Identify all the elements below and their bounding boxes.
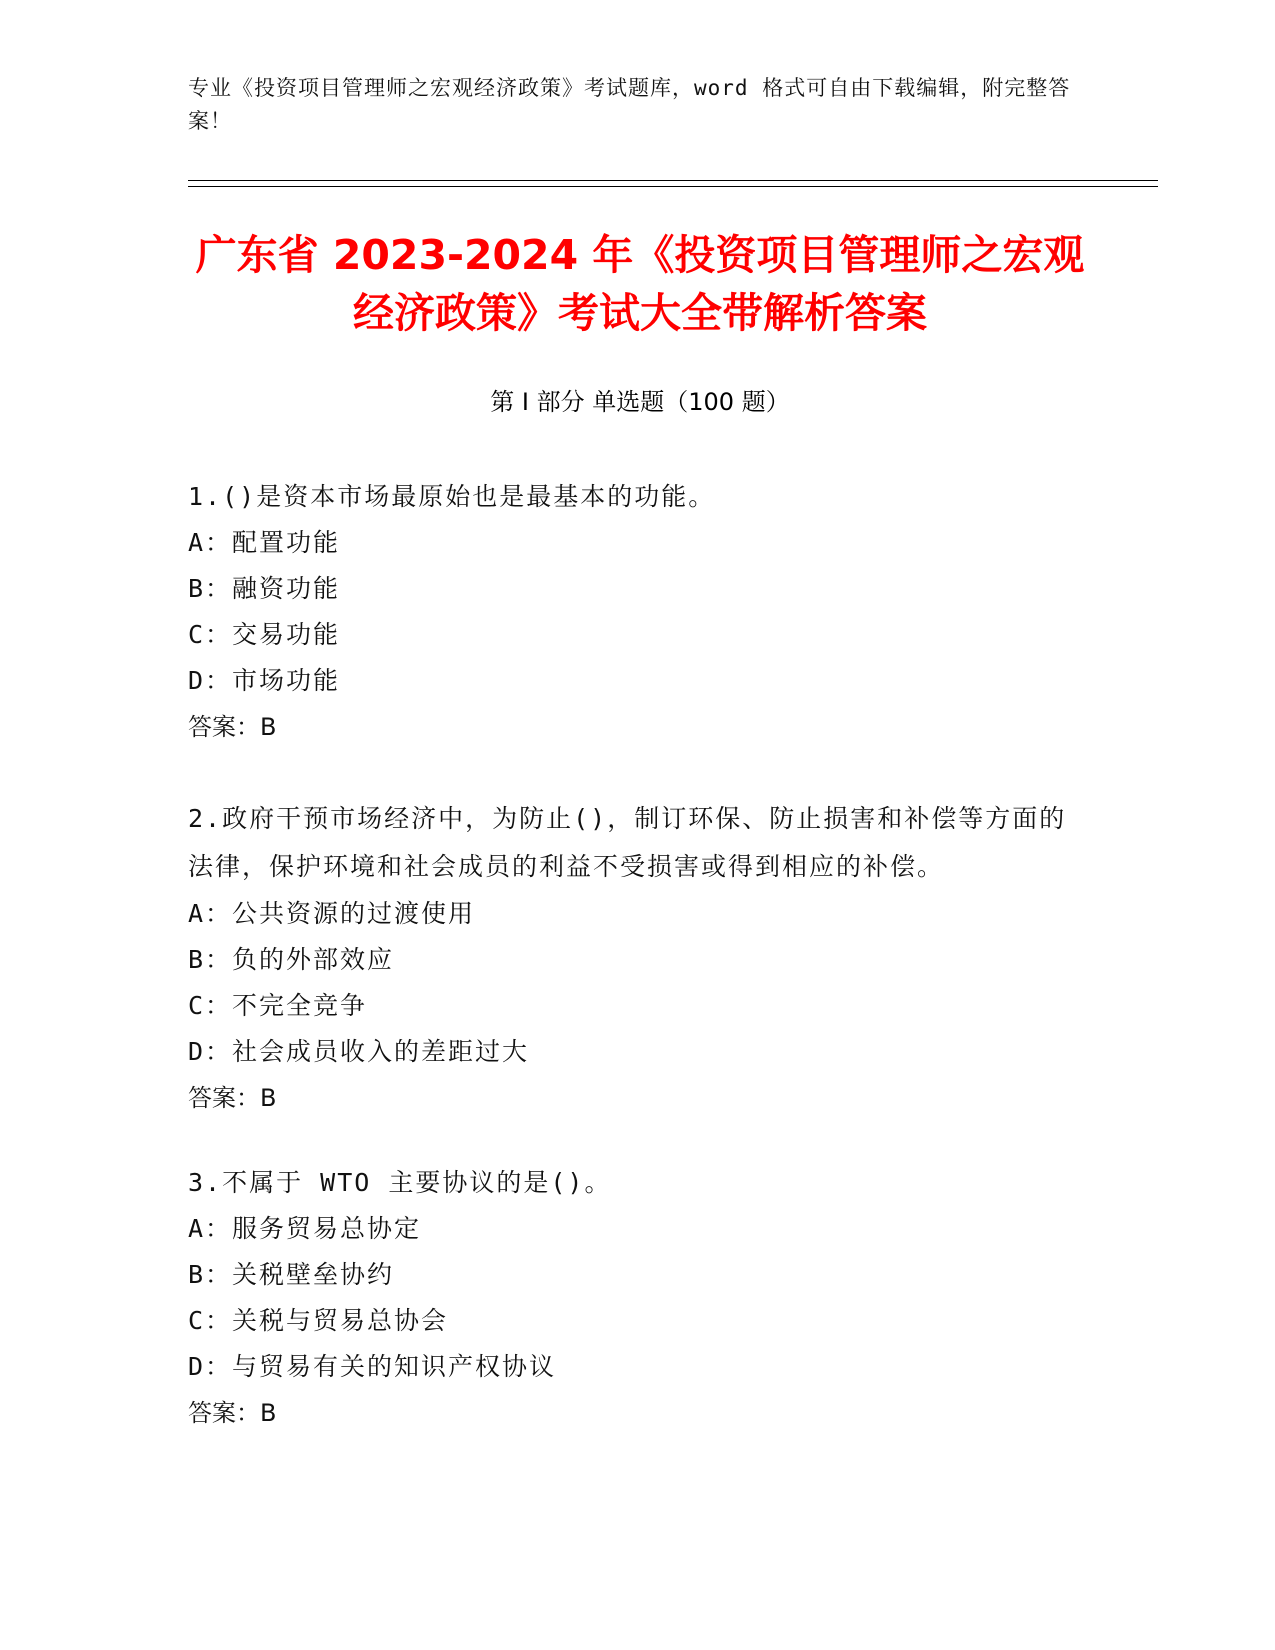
option-d: D：市场功能 xyxy=(188,666,341,695)
option-c: C：交易功能 xyxy=(188,620,341,649)
question-2 xyxy=(188,795,1068,1121)
header-divider-top xyxy=(188,180,1158,181)
question-3 xyxy=(188,1160,1068,1436)
section-heading: 第 I 部分 单选题（100 题） xyxy=(490,388,790,416)
question-stem: 1.()是资本市场最原始也是最基本的功能。 xyxy=(188,482,716,511)
option-d: D：社会成员收入的差距过大 xyxy=(188,1037,530,1066)
option-a: A：公共资源的过渡使用 xyxy=(188,899,476,928)
document-title: 广东省 2023-2024 年《投资项目管理师之宏观经济政策》考试大全带解析答案 xyxy=(195,231,1085,337)
answer: 答案：B xyxy=(188,1084,277,1112)
question-1 xyxy=(188,474,1068,750)
option-b: B：关税壁垒协约 xyxy=(188,1260,395,1289)
header-divider-bottom xyxy=(188,186,1158,187)
option-c: C：不完全竞争 xyxy=(188,991,368,1020)
question-stem: 3.不属于 WTO 主要协议的是()。 xyxy=(188,1168,612,1197)
option-c: C：关税与贸易总协会 xyxy=(188,1306,449,1335)
question-stem: 2.政府干预市场经济中，为防止()，制订环保、防止损害和补偿等方面的法律，保护环境和社会成员的利益不受损害或得到相应的补偿。 xyxy=(188,804,1067,881)
answer: 答案：B xyxy=(188,713,277,741)
option-b: B：负的外部效应 xyxy=(188,945,395,974)
document-intro: 专业《投资项目管理师之宏观经济政策》考试题库，word 格式可自由下载编辑，附完整答案！ xyxy=(188,76,1071,133)
option-a: A：配置功能 xyxy=(188,528,341,557)
answer: 答案：B xyxy=(188,1399,277,1427)
option-a: A：服务贸易总协定 xyxy=(188,1214,422,1243)
option-d: D：与贸易有关的知识产权协议 xyxy=(188,1352,557,1381)
option-b: B：融资功能 xyxy=(188,574,341,603)
